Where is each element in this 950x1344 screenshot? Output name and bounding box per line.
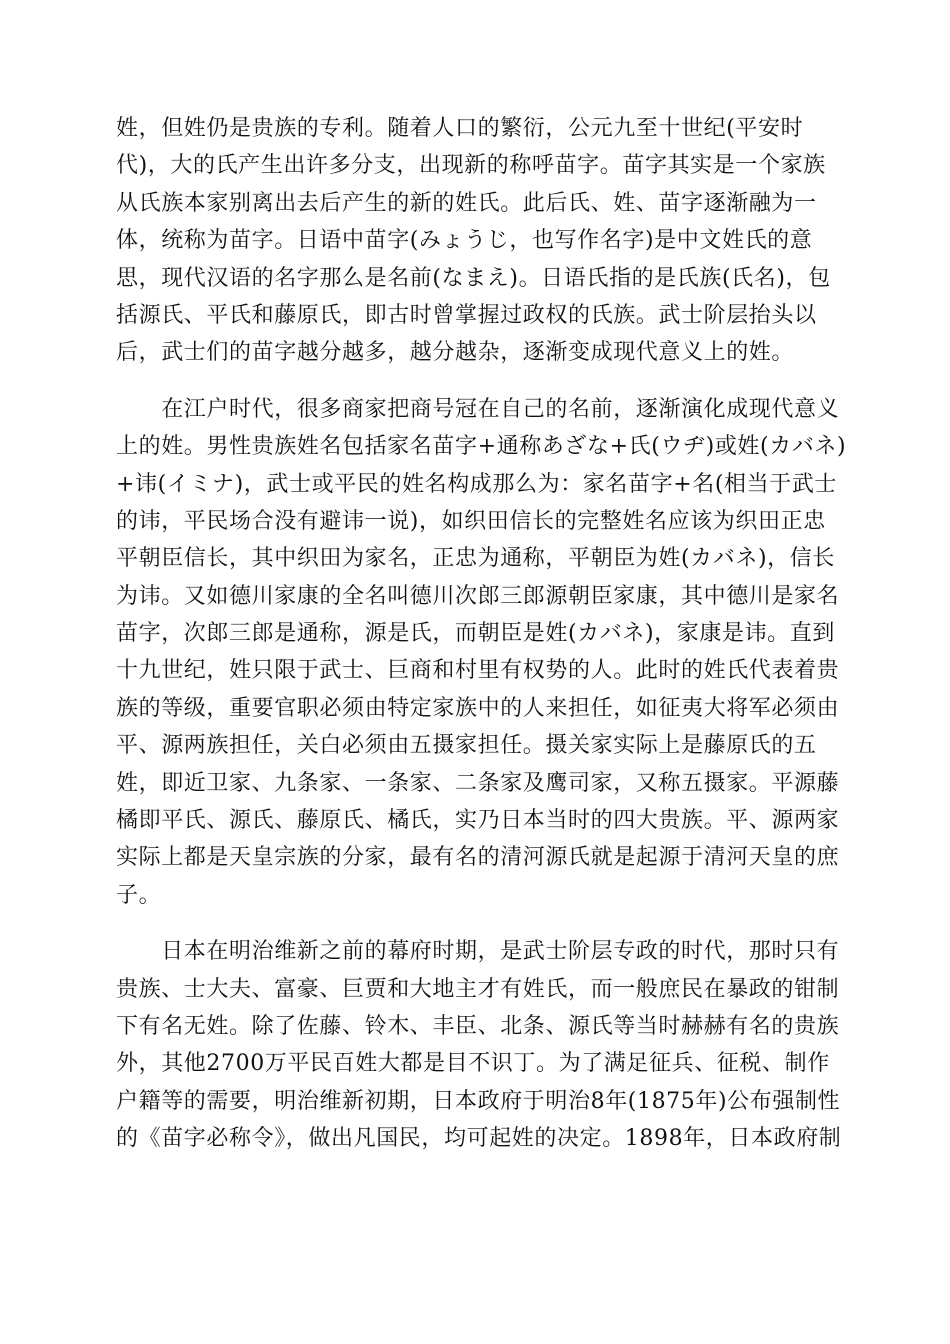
text-line: 括源氏、平氏和藤原氏，即古时曾掌握过政权的氏族。武士阶层抬头以: [116, 302, 817, 328]
text-line: 的讳，平民场合没有避讳一说)，如织田信长的完整姓名应该为织田正忠: [116, 508, 826, 534]
text-line: 苗字，次郎三郎是通称，源是氏，而朝臣是姓(カバネ)，家康是讳。直到: [116, 621, 835, 647]
text-line: +讳(イミナ)，武士或平民的姓名构成那么为：家名苗字+名(相当于武士: [116, 471, 838, 497]
text-line: 在江户时代，很多商家把商号冠在自己的名前，逐渐演化成现代意义: [116, 396, 840, 422]
paragraph-gap: [116, 372, 836, 391]
text-line: 思，现代汉语的名字那么是名前(なまえ)。日语氏指的是氏族(氏名)，包: [116, 265, 831, 291]
text-line: 贵族、士大夫、富豪、巨贾和大地主才有姓氏，而一般庶民在暴政的钳制: [116, 976, 840, 1002]
text-line: 平、源两族担任，关白必须由五摄家担任。摄关家实际上是藤原氏的五: [116, 733, 817, 759]
text-line: 代)，大的氏产生出许多分支，出现新的称呼苗字。苗字其实是一个家族: [116, 153, 826, 179]
text-line: 从氏族本家别离出去后产生的新的姓氏。此后氏、姓、苗字逐渐融为一: [116, 190, 817, 216]
text-line: 姓，即近卫家、九条家、一条家、二条家及鹰司家，又称五摄家。平源藤: [116, 770, 840, 796]
text-line: 子。: [116, 882, 162, 908]
text-line: 后，武士们的苗字越分越多，越分越杂，逐渐变成现代意义上的姓。: [116, 340, 795, 366]
text-line: 姓，但姓仍是贵族的专利。随着人口的繁衍，公元九至十世纪(平安时: [116, 116, 804, 141]
text-line: 族的等级，重要官职必须由特定家族中的人来担任，如征夷大将军必须由: [116, 695, 840, 721]
text-line: 下有名无姓。除了佐藤、铃木、丰臣、北条、源氏等当时赫赫有名的贵族: [116, 1013, 840, 1039]
text-line: 日本在明治维新之前的幕府时期，是武士阶层专政的时代，那时只有: [116, 939, 840, 965]
text-line: 橘即平氏、源氏、藤原氏、橘氏，实乃日本当时的四大贵族。平、源两家: [116, 808, 840, 834]
text-line: 上的姓。男性贵族姓名包括家名苗字+通称あざな+氏(ウヂ)或姓(カバネ): [116, 434, 847, 460]
text-line: 十九世纪，姓只限于武士、巨商和村里有权势的人。此时的姓氏代表着贵: [116, 658, 840, 684]
text-line: 实际上都是天皇宗族的分家，最有名的清河源氏就是起源于清河天皇的庶: [116, 845, 840, 871]
text-line: 的《苗字必称令》，做出凡国民，均可起姓的决定。1898年，日本政府制: [116, 1126, 842, 1152]
text-line: 平朝臣信长，其中织田为家名，正忠为通称，平朝臣为姓(カバネ)，信长: [116, 546, 835, 572]
text-line: 外，其他2700万平民百姓大都是目不识丁。为了满足征兵、征税、制作: [116, 1051, 830, 1077]
text-line: 户籍等的需要，明治维新初期，日本政府于明治8年(1875年)公布强制性: [116, 1088, 841, 1114]
paragraph-1: [116, 110, 836, 372]
paragraph-gap: [116, 914, 836, 933]
text-line: 体，统称为苗字。日语中苗字(みょうじ，也写作名字)是中文姓氏的意: [116, 228, 813, 254]
paragraph-3: [116, 933, 842, 1157]
paragraph-2: [116, 391, 847, 914]
body-text: [116, 110, 847, 1158]
text-line: 为讳。又如德川家康的全名叫德川次郎三郎源朝臣家康，其中德川是家名: [116, 583, 840, 609]
